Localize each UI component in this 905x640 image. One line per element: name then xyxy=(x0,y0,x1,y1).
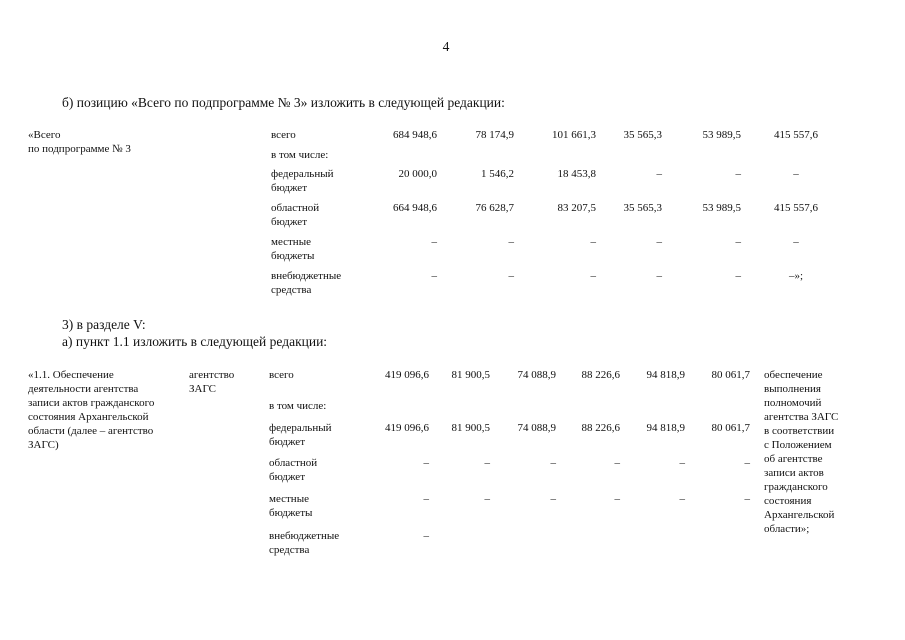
value-cell: 419 096,6 xyxy=(385,422,429,434)
value-cell: – xyxy=(656,236,662,248)
row-label: федеральный бюджет xyxy=(271,168,334,194)
value-cell: –»; xyxy=(788,270,804,282)
value-cell: 81 900,5 xyxy=(451,369,490,381)
value-cell: 88 226,6 xyxy=(581,422,620,434)
value-cell: – xyxy=(431,236,437,248)
row-label: федеральный бюджет xyxy=(269,422,332,448)
page-number: 4 xyxy=(442,39,450,54)
value-cell: – xyxy=(508,236,514,248)
value-cell: 35 565,3 xyxy=(623,202,662,214)
value-cell: 20 000,0 xyxy=(398,168,437,180)
value-cell: 94 818,9 xyxy=(646,422,685,434)
value-cell: 1 546,2 xyxy=(481,168,514,180)
value-cell: – xyxy=(614,493,620,505)
value-cell: 74 088,9 xyxy=(517,369,556,381)
value-cell: – xyxy=(550,493,556,505)
value-cell: – xyxy=(508,270,514,282)
value-cell: – xyxy=(735,270,741,282)
value-cell: – xyxy=(590,236,596,248)
item-a-paragraph: а) пункт 1.1 изложить в следующей редакции: xyxy=(62,334,328,349)
value-cell: 18 453,8 xyxy=(557,168,596,180)
row-label-total-subprogram: «Всего по подпрограмме № 3 xyxy=(28,129,131,155)
value-cell: – xyxy=(590,270,596,282)
value-cell: – xyxy=(679,493,685,505)
value-cell: – xyxy=(679,457,685,469)
value-cell: 664 948,6 xyxy=(393,202,437,214)
row-label: областной бюджет xyxy=(271,202,320,228)
row-label: внебюджетные средства xyxy=(271,270,342,296)
value-cell: – xyxy=(550,457,556,469)
value-cell: – xyxy=(484,457,490,469)
value-cell: – xyxy=(484,493,490,505)
value-cell: – xyxy=(735,168,741,180)
value-cell: 88 226,6 xyxy=(581,369,620,381)
value-cell: – xyxy=(744,457,750,469)
value-cell: 83 207,5 xyxy=(557,202,596,214)
row-label: всего xyxy=(269,369,294,381)
value-cell: 94 818,9 xyxy=(646,369,685,381)
row-label: местные бюджеты xyxy=(271,236,315,262)
row-label: в том числе: xyxy=(271,149,329,161)
value-cell: – xyxy=(793,236,799,248)
value-cell: 419 096,6 xyxy=(385,369,429,381)
value-cell: 80 061,7 xyxy=(711,422,750,434)
value-cell: 415 557,6 xyxy=(774,202,818,214)
value-cell: – xyxy=(423,457,429,469)
value-cell: 53 989,5 xyxy=(702,129,741,141)
value-cell: – xyxy=(423,530,429,542)
row-label: всего xyxy=(271,129,296,141)
value-cell: 80 061,7 xyxy=(711,369,750,381)
value-cell: – xyxy=(744,493,750,505)
row-label: областной бюджет xyxy=(269,457,318,483)
value-cell: 684 948,6 xyxy=(393,129,437,141)
value-cell: 81 900,5 xyxy=(451,422,490,434)
item-b-paragraph: б) позицию «Всего по подпрограмме № 3» изложить в следующей редакции: xyxy=(62,95,505,110)
value-cell: – xyxy=(793,168,799,180)
item-3-paragraph: 3) в разделе V: xyxy=(62,317,146,332)
value-cell: 76 628,7 xyxy=(475,202,514,214)
event-name-cell: «1.1. Обеспечение деятельности агентства записи актов гражданского состояния Архангельской области (далее – агентство ЗАГС) xyxy=(28,369,155,451)
value-cell: – xyxy=(423,493,429,505)
value-cell: – xyxy=(735,236,741,248)
value-cell: 74 088,9 xyxy=(517,422,556,434)
value-cell: 415 557,6 xyxy=(774,129,818,141)
value-cell: 35 565,3 xyxy=(623,129,662,141)
row-label: местные бюджеты xyxy=(269,493,313,519)
value-cell: 101 661,3 xyxy=(552,129,596,141)
result-cell: обеспечение выполнения полномочий агентства ЗАГС в соответствии с Положением об агентстве записи актов гражданского состояния Архангельской области»; xyxy=(764,369,839,535)
executor-cell: агентство ЗАГС xyxy=(189,369,235,395)
value-cell: – xyxy=(656,168,662,180)
row-label: внебюджетные средства xyxy=(269,530,340,556)
value-cell: 53 989,5 xyxy=(702,202,741,214)
value-cell: 78 174,9 xyxy=(475,129,514,141)
value-cell: – xyxy=(656,270,662,282)
row-label: в том числе: xyxy=(269,400,327,412)
value-cell: – xyxy=(431,270,437,282)
value-cell: – xyxy=(614,457,620,469)
